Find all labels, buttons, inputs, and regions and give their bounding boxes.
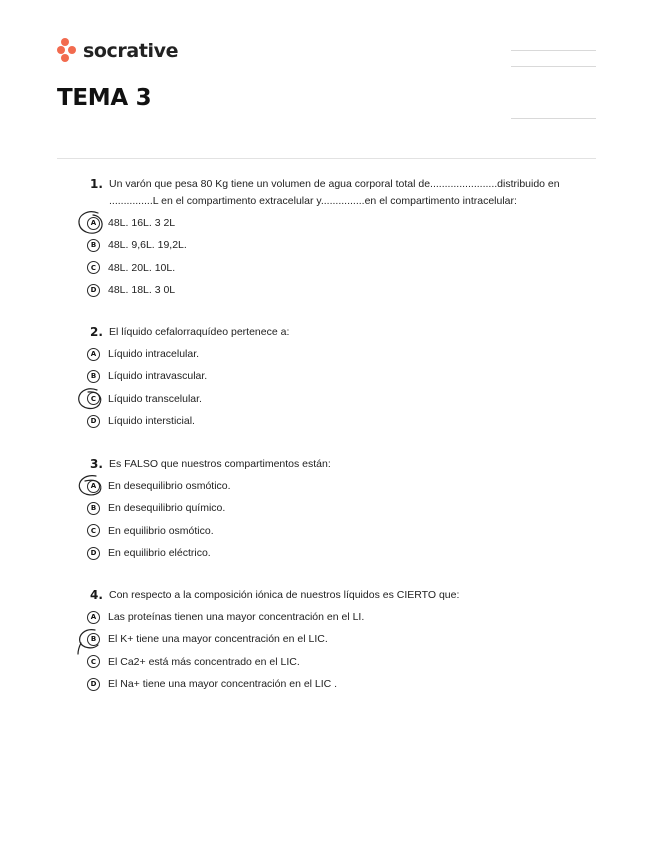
- socrative-logo: [57, 37, 178, 65]
- option-letter-c: C: [87, 261, 100, 274]
- option-letter-c: C: [87, 392, 100, 405]
- options-list: [87, 343, 587, 432]
- option-b[interactable]: [87, 628, 587, 650]
- option-letter-d: D: [87, 415, 100, 428]
- option-text: En equilibrio eléctrico.: [108, 547, 211, 560]
- question-text: Es FALSO que nuestros compartimentos están:: [109, 458, 331, 470]
- option-d[interactable]: [87, 410, 587, 432]
- option-text: Las proteínas tienen una mayor concentración en el LI.: [108, 611, 365, 624]
- brand-name: socrative: [83, 40, 179, 62]
- option-d[interactable]: [87, 279, 587, 301]
- question-number: 2.: [90, 325, 103, 339]
- question-4: [87, 587, 587, 695]
- option-letter-a: A: [87, 480, 100, 493]
- options-list: [87, 475, 587, 564]
- option-letter-a: A: [87, 348, 100, 361]
- question-text: Con respecto a la composición iónica de nuestros líquidos es CIERTO que:: [109, 589, 460, 601]
- option-d[interactable]: [87, 542, 587, 564]
- option-d[interactable]: [87, 673, 587, 695]
- option-c[interactable]: [87, 388, 587, 410]
- socrative-logo-icon: [57, 38, 78, 64]
- question-number: 4.: [90, 588, 103, 602]
- option-text: En desequilibrio osmótico.: [108, 480, 231, 493]
- option-letter-d: D: [87, 547, 100, 560]
- page-title: TEMA 3: [57, 85, 152, 111]
- question-number: 1.: [90, 177, 103, 191]
- option-letter-d: D: [87, 678, 100, 691]
- option-letter-a: A: [87, 217, 100, 230]
- option-text: 48L. 16L. 3 2L: [108, 217, 176, 230]
- option-text: El K+ tiene una mayor concentración en el LIC.: [108, 633, 328, 646]
- option-text: 48L. 18L. 3 0L: [108, 284, 176, 297]
- question-3: [87, 456, 587, 564]
- option-a[interactable]: [87, 606, 587, 628]
- option-text: Líquido intracelular.: [108, 348, 200, 361]
- option-text: Líquido intersticial.: [108, 415, 195, 428]
- option-letter-b: B: [87, 502, 100, 515]
- option-c[interactable]: [87, 651, 587, 673]
- option-letter-b: B: [87, 239, 100, 252]
- question-2: [87, 324, 587, 432]
- option-text: En desequilibrio químico.: [108, 502, 226, 515]
- options-list: [87, 606, 587, 695]
- question-number: 3.: [90, 457, 103, 471]
- option-b[interactable]: [87, 497, 587, 519]
- option-letter-d: D: [87, 284, 100, 297]
- option-a[interactable]: [87, 475, 587, 497]
- option-letter-a: A: [87, 611, 100, 624]
- question-text: El líquido cefalorraquídeo pertenece a:: [109, 326, 290, 338]
- option-letter-b: B: [87, 633, 100, 646]
- option-text: 48L. 9,6L. 19,2L.: [108, 239, 187, 252]
- option-text: En equilibrio osmótico.: [108, 524, 214, 537]
- question-text: Un varón que pesa 80 Kg tiene un volumen de agua corporal total de.......................distribuido en ...............L en el compartimento extracelular y...............en el compartimento intracelular:: [109, 178, 560, 207]
- question-1: [87, 176, 587, 301]
- option-text: El Na+ tiene una mayor concentración en el LIC .: [108, 678, 338, 691]
- option-a[interactable]: [87, 343, 587, 365]
- header-divider: [57, 158, 596, 159]
- options-list: [87, 212, 587, 301]
- option-a[interactable]: [87, 212, 587, 234]
- option-text: Líquido transcelular.: [108, 392, 202, 405]
- option-text: 48L. 20L. 10L.: [108, 261, 176, 274]
- option-c[interactable]: [87, 520, 587, 542]
- option-b[interactable]: [87, 365, 587, 387]
- option-b[interactable]: [87, 234, 587, 256]
- option-text: Líquido intravascular.: [108, 370, 208, 383]
- option-letter-b: B: [87, 370, 100, 383]
- option-letter-c: C: [87, 655, 100, 668]
- option-letter-c: C: [87, 524, 100, 537]
- option-text: El Ca2+ está más concentrado en el LIC.: [108, 655, 300, 668]
- option-c[interactable]: [87, 257, 587, 279]
